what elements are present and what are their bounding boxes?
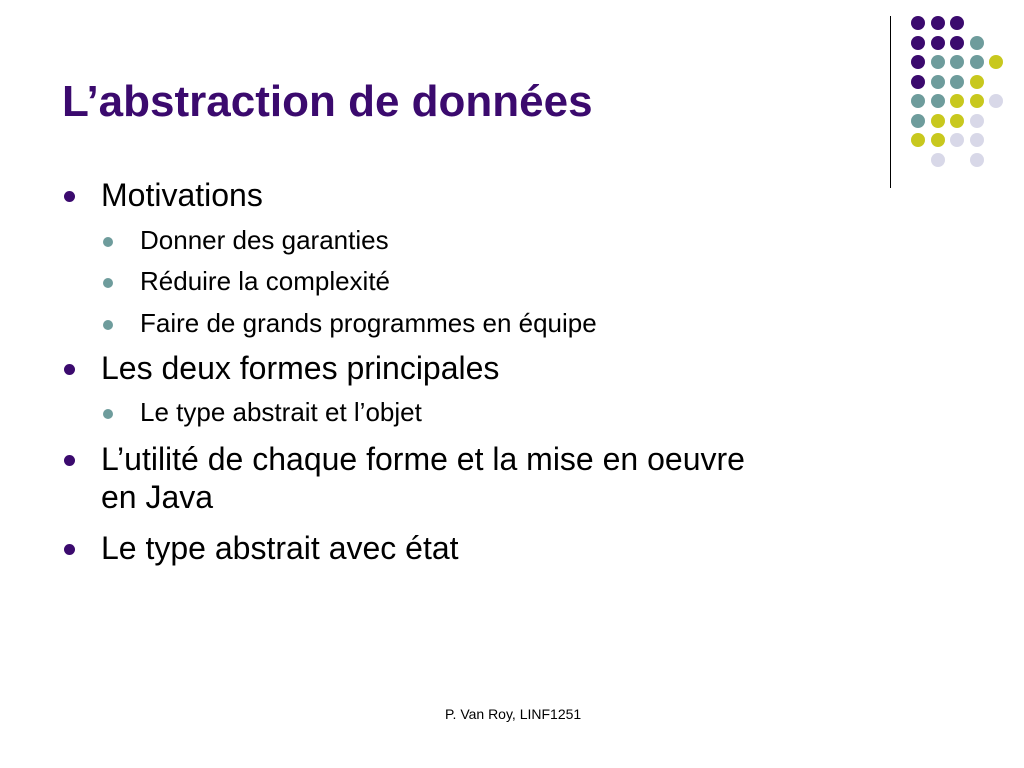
decorative-dot xyxy=(950,16,964,30)
bullet-item-etat xyxy=(101,529,459,567)
bullet-text: Le type abstrait avec état xyxy=(101,530,459,566)
bullet-dot xyxy=(64,455,75,466)
sub-bullet-text: Le type abstrait et l’objet xyxy=(140,397,422,427)
sub-bullet-dot xyxy=(103,278,113,288)
sub-bullet-text: Donner des garanties xyxy=(140,225,389,255)
slide-footer: P. Van Roy, LINF1251 xyxy=(445,706,582,722)
sub-bullet-item xyxy=(140,396,422,428)
bullet-text-line-2: en Java xyxy=(101,479,214,515)
decorative-dot xyxy=(911,16,925,30)
decorative-dot xyxy=(950,114,964,128)
decorative-vertical-line xyxy=(890,16,891,188)
decorative-dot xyxy=(950,36,964,50)
bullet-text-line-1: L’utilité de chaque forme et la mise en oeuvre xyxy=(101,441,745,477)
decorative-dot xyxy=(970,114,984,128)
bullet-item-formes xyxy=(101,349,499,387)
decorative-dot xyxy=(911,36,925,50)
decorative-dot xyxy=(931,153,945,167)
decorative-dot xyxy=(950,94,964,108)
bullet-item-utilite xyxy=(101,440,745,516)
bullet-item-motivations xyxy=(101,176,263,214)
decorative-dot xyxy=(970,94,984,108)
decorative-dot xyxy=(931,133,945,147)
decorative-dot xyxy=(950,133,964,147)
decorative-dot xyxy=(931,94,945,108)
decorative-dot xyxy=(911,114,925,128)
decorative-dot xyxy=(950,55,964,69)
bullet-dot xyxy=(64,544,75,555)
decorative-dot xyxy=(970,133,984,147)
decorative-dot xyxy=(931,36,945,50)
bullet-text: Les deux formes principales xyxy=(101,350,500,386)
decorative-dot xyxy=(911,94,925,108)
decorative-dot xyxy=(970,36,984,50)
decorative-dot xyxy=(931,16,945,30)
sub-bullet-dot xyxy=(103,237,113,247)
decorative-dot xyxy=(989,55,1003,69)
decorative-dot xyxy=(931,114,945,128)
sub-bullet-dot xyxy=(103,409,113,419)
decorative-dot xyxy=(970,75,984,89)
decorative-dot xyxy=(911,75,925,89)
decorative-dot xyxy=(989,94,1003,108)
sub-bullet-item xyxy=(140,265,390,297)
sub-bullet-text: Faire de grands programmes en équipe xyxy=(140,308,597,338)
bullet-dot xyxy=(64,191,75,202)
decorative-dot xyxy=(950,75,964,89)
slide-title: L’abstraction de données xyxy=(62,77,593,126)
sub-bullet-dot xyxy=(103,320,113,330)
sub-bullet-text: Réduire la complexité xyxy=(140,266,391,296)
decorative-dot xyxy=(970,55,984,69)
sub-bullet-item xyxy=(140,307,597,339)
decorative-dot xyxy=(970,153,984,167)
bullet-text: Motivations xyxy=(101,177,263,213)
decorative-dot xyxy=(931,75,945,89)
decorative-dot xyxy=(911,133,925,147)
bullet-dot xyxy=(64,364,75,375)
decorative-dot xyxy=(931,55,945,69)
decorative-dot xyxy=(911,55,925,69)
sub-bullet-item xyxy=(140,224,389,256)
